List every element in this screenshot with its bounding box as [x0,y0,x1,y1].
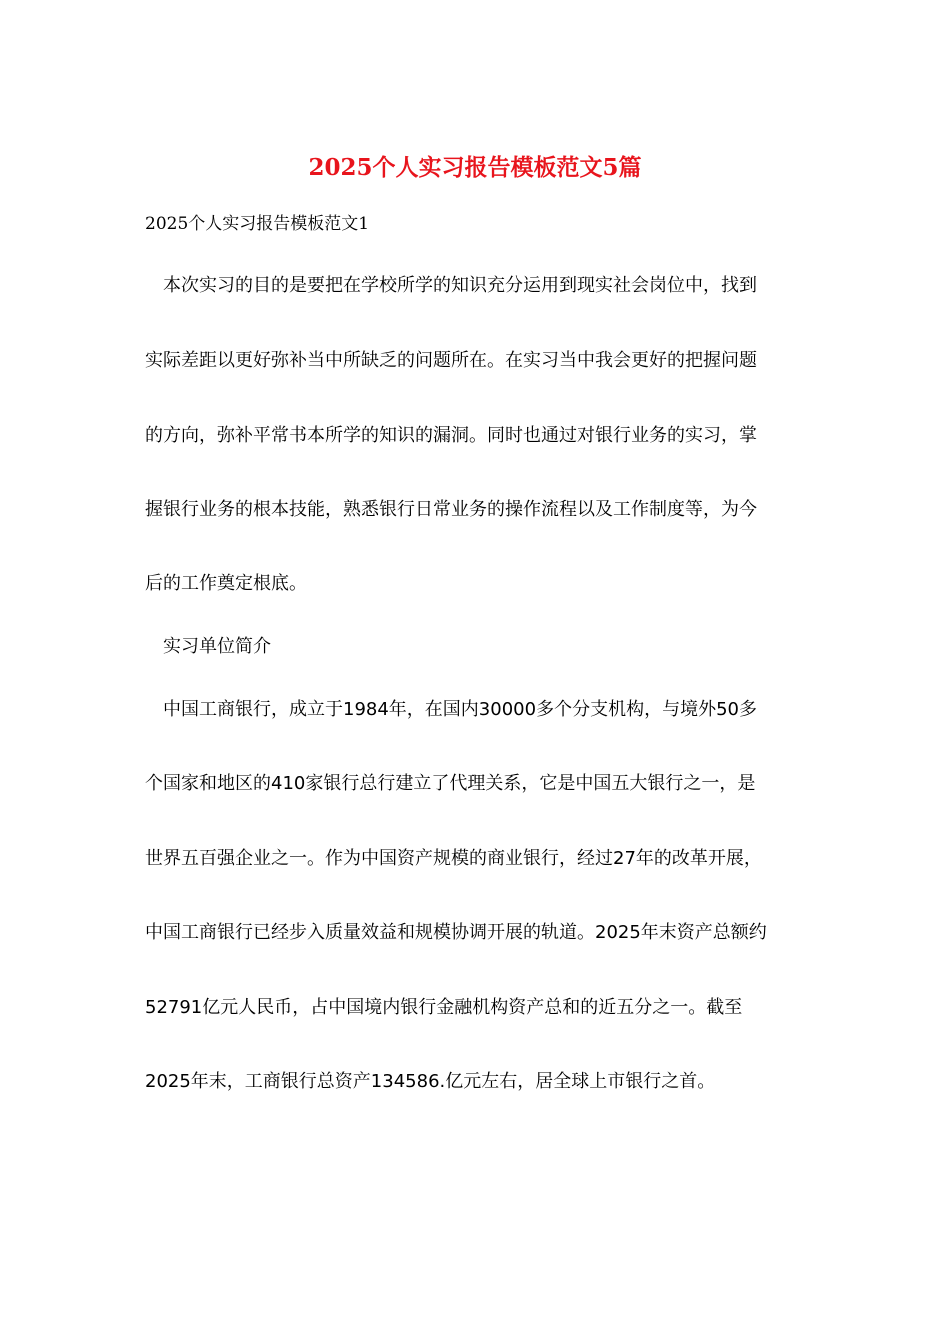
paragraph-line: 2025年末，工商银行总资产134586.亿元左右，居全球上市银行之首。 [145,1071,716,1092]
document-title: 2025个人实习报告模板范文5篇 [308,154,642,181]
paragraph-line: 中国工商银行，成立于1984年，在国内30000多个分支机构，与境外50多 [163,699,757,720]
paragraph-line: 世界五百强企业之一。作为中国资产规模的商业银行，经过27年的改革开展， [145,848,762,869]
paragraph-line: 的方向，弥补平常书本所学的知识的漏洞。同时也通过对银行业务的实习，掌 [145,425,757,446]
section-heading: 实习单位简介 [163,636,271,657]
paragraph-line: 实际差距以更好弥补当中所缺乏的问题所在。在实习当中我会更好的把握问题 [145,350,757,371]
paragraph-line: 中国工商银行已经步入质量效益和规模协调开展的轨道。2025年末资产总额约 [145,922,767,943]
paragraph-line: 个国家和地区的410家银行总行建立了代理关系，它是中国五大银行之一，是 [145,773,756,794]
paragraph-line: 握银行业务的根本技能，熟悉银行日常业务的操作流程以及工作制度等，为今 [145,499,757,520]
paragraph-line: 本次实习的目的是要把在学校所学的知识充分运用到现实社会岗位中，找到 [163,275,757,296]
section-subtitle: 2025个人实习报告模板范文1 [145,214,370,234]
paragraph-line: 52791亿元人民币，占中国境内银行金融机构资产总和的近五分之一。截至 [145,997,743,1018]
paragraph-line: 后的工作奠定根底。 [145,573,307,594]
